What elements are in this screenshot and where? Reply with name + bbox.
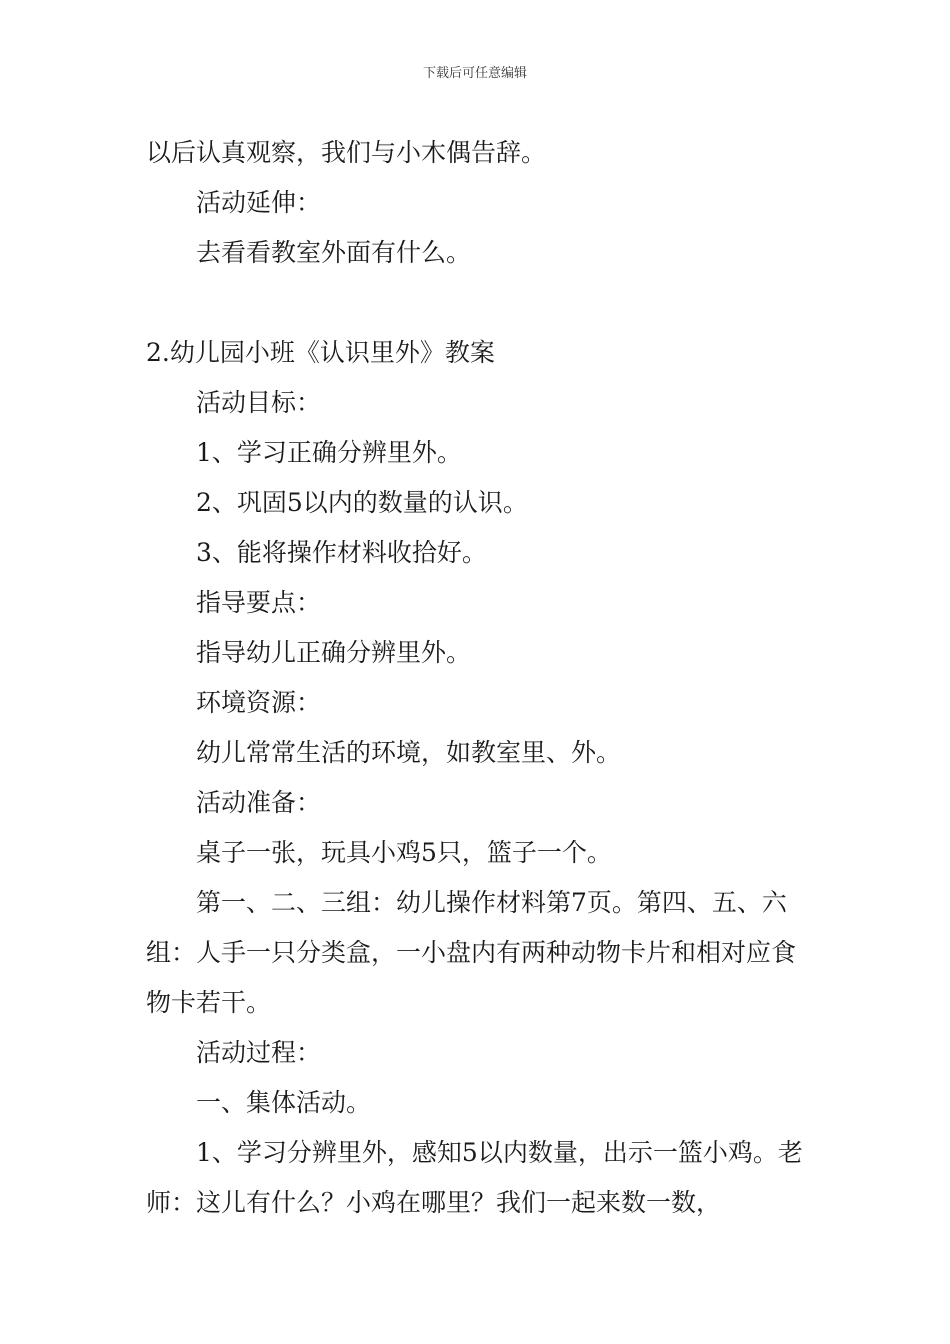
list-item: 一、集体活动。 — [196, 1088, 372, 1117]
document-body — [146, 128, 806, 1228]
paragraph: 指导幼儿正确分辨里外。 — [196, 638, 472, 667]
list-item: 3、能将操作材料收拾好。 — [196, 538, 487, 567]
section-heading: 2.幼儿园小班《认识里外》教案 — [146, 338, 495, 367]
paragraph: 以后认真观察，我们与小木偶告辞。 — [146, 138, 547, 167]
list-item: 2、巩固5以内的数量的认识。 — [196, 488, 528, 517]
section-label: 活动准备： — [196, 788, 322, 817]
paragraph: 幼儿常常生活的环境，如教室里、外。 — [196, 738, 622, 767]
paragraph: 1、学习分辨里外，感知5以内数量，出示一篮小鸡。老师：这儿有什么？小鸡在哪里？我们一起来数一数， — [146, 1138, 803, 1217]
page-header: 下载后可任意编辑 — [422, 66, 527, 81]
section-label: 活动目标： — [196, 388, 322, 417]
section-label: 环境资源： — [196, 688, 322, 717]
section-label: 指导要点： — [196, 588, 322, 617]
list-item: 1、学习正确分辨里外。 — [196, 438, 462, 467]
section-label: 活动延伸： — [196, 188, 322, 217]
paragraph: 第一、二、三组：幼儿操作材料第7页。第四、五、六组：人手一只分类盒，一小盘内有两种动物卡片和相对应食物卡若干。 — [146, 888, 797, 1017]
paragraph: 去看看教室外面有什么。 — [196, 238, 472, 267]
paragraph: 桌子一张，玩具小鸡5只，篮子一个。 — [196, 838, 612, 867]
section-label: 活动过程： — [196, 1038, 322, 1067]
